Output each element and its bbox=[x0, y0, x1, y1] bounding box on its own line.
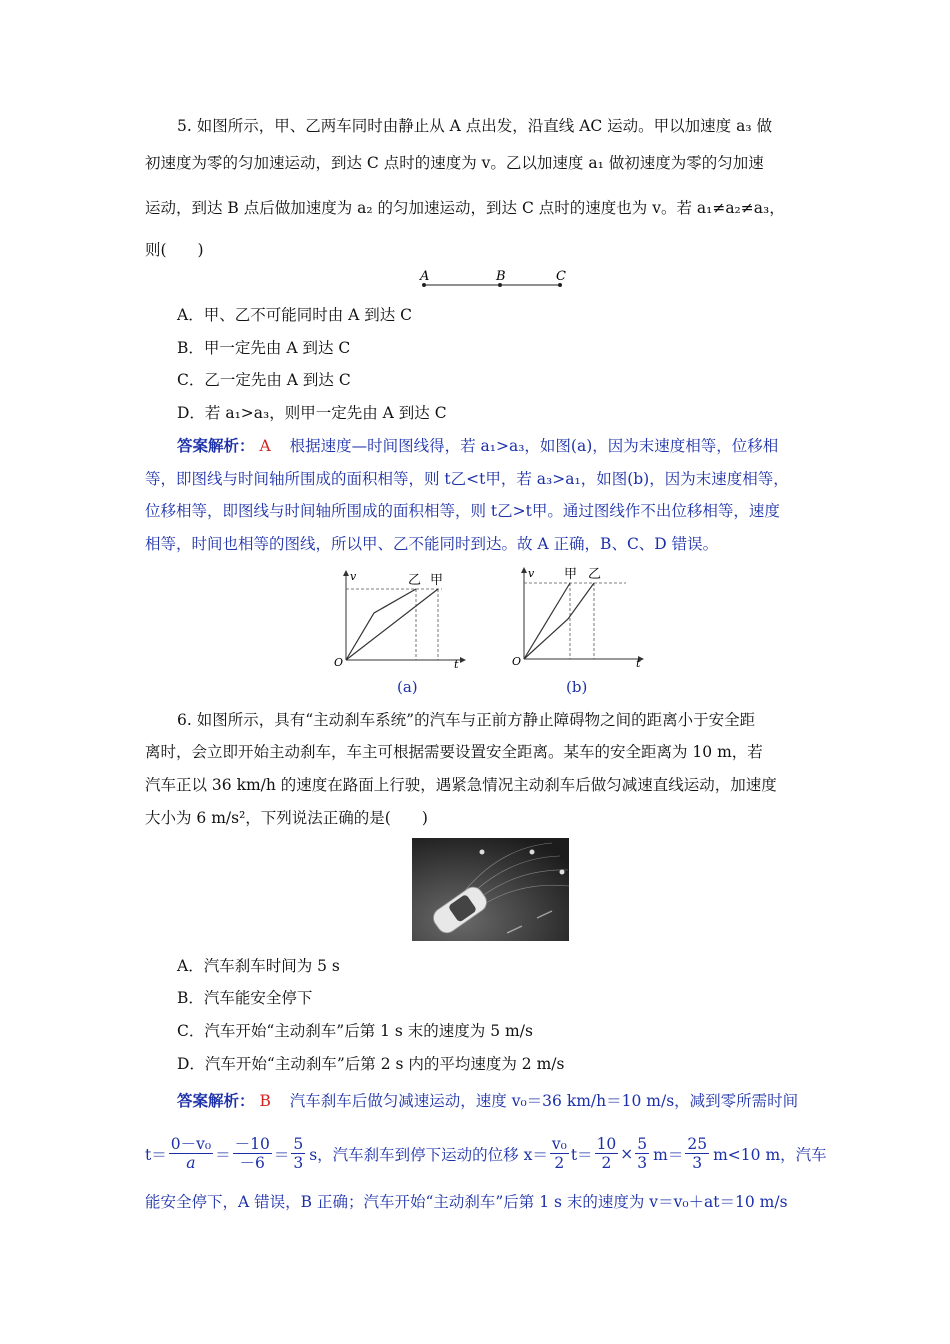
graph-b-label-yi: 乙 bbox=[588, 567, 602, 582]
graph-a-label-jia: 甲 bbox=[430, 573, 444, 588]
q5-line-3: 运动，到达 B 点后做加速度为 a₂ 的匀加速运动，到达 C 点时的速度也为 v。若 a₁≠a₂≠a₃， bbox=[145, 199, 785, 217]
q5-option-b: B．甲一定先由 A 到达 C bbox=[177, 339, 351, 357]
fraction-1: 0－v₀ a bbox=[170, 1135, 212, 1172]
q5-option-d: D．若 a₁>a₃，则甲一定先由 A 到达 C bbox=[177, 404, 447, 422]
graph-b-label-jia: 甲 bbox=[564, 567, 578, 582]
graph-a-t-arrow bbox=[460, 657, 466, 663]
q5-line-1: 5. 如图所示，甲、乙两车同时由静止从 A 点出发，沿直线 AC 运动。甲以加速度 a₃ 做 bbox=[177, 117, 772, 135]
q6-answer-label: 答案解析： bbox=[177, 1091, 255, 1110]
q6-formula-line: t＝ 0－v₀ a ＝ －10 －6 ＝ 5 3 s，汽车刹车到停下运动的位移 x＝ v₀ 2 t＝ $\frac{10}{2}$ × $\frac{5}{3}$ m＝ 25 3 m<10 m，汽车 bbox=[145, 1135, 827, 1172]
q6-line-2: 离时，会立即开始主动刹车，车主可根据需要设置安全距离。某车的安全距离为 10 m，若 bbox=[145, 743, 763, 761]
q6-answer-line-1 bbox=[177, 1089, 798, 1111]
q6-option-a: A．汽车刹车时间为 5 s bbox=[177, 957, 340, 975]
q5-option-c: C．乙一定先由 A 到达 C bbox=[177, 371, 351, 389]
graph-a-label-yi: 乙 bbox=[408, 573, 422, 588]
vt-graph-b bbox=[508, 563, 648, 671]
q6-option-b: B．汽车能安全停下 bbox=[177, 989, 313, 1007]
q5-answer-label: 答案解析： bbox=[177, 436, 255, 455]
q5-line-4: 则( ) bbox=[145, 241, 204, 259]
graph-b-v-label: v bbox=[528, 567, 535, 580]
fraction-6: $\frac{5}{3}$ bbox=[637, 1135, 648, 1172]
q6-option-c: C．汽车开始“主动刹车”后第 1 s 末的速度为 5 m/s bbox=[177, 1022, 533, 1040]
q6-explanation-3: 能安全停下，A 错误，B 正确；汽车开始“主动刹车”后第 1 s 末的速度为 v＝v₀＋at＝10 m/s bbox=[145, 1193, 788, 1211]
point-a-label: A bbox=[420, 269, 430, 284]
graph-b-v-arrow bbox=[521, 567, 527, 573]
point-c-label: C bbox=[556, 269, 566, 284]
graph-a-t-label: t bbox=[454, 658, 459, 671]
fraction-7: 25 3 bbox=[687, 1135, 708, 1172]
q5-line-2: 初速度为零的匀加速运动，到达 C 点时的速度为 v。乙以加速度 a₁ 做初速度为零的匀加速 bbox=[145, 154, 764, 172]
q6-option-d: D．汽车开始“主动刹车”后第 2 s 内的平均速度为 2 m/s bbox=[177, 1055, 565, 1073]
q5-explanation-2: 等，即图线与时间轴所围成的面积相等，则 t乙<t甲，若 a₃>a₁，如图(b)，因为末速度相等， bbox=[145, 470, 789, 488]
q5-explanation-3: 位移相等，即图线与时间轴所围成的面积相等，则 t乙>t甲。通过图线作不出位移相等，速度 bbox=[145, 502, 780, 520]
graph-b-jia-line bbox=[524, 583, 570, 659]
q6-explanation-1: 汽车刹车后做匀减速运动，速度 v₀＝36 km/h＝10 m/s，减到零所需时间 bbox=[289, 1092, 799, 1110]
q6-line-1: 6. 如图所示，具有“主动刹车系统”的汽车与正前方静止障碍物之间的距离小于安全距 bbox=[177, 711, 756, 729]
q6-answer-letter: B bbox=[259, 1092, 271, 1110]
q5-explanation-4: 相等，时间也相等的图线，所以甲、乙不能同时到达。故 A 正确，B、C、D 错误。 bbox=[145, 535, 719, 553]
fraction-2: －10 －6 bbox=[234, 1135, 270, 1172]
q5-answer-letter: A bbox=[259, 437, 271, 455]
q6-line-4: 大小为 6 m/s²，下列说法正确的是( ) bbox=[145, 809, 428, 827]
graph-a-yi-line bbox=[346, 589, 416, 660]
fraction-4: v₀ 2 bbox=[551, 1135, 567, 1172]
q5-explanation-1: 根据速度—时间图线得，若 a₁>a₃，如图(a)，因为末速度相等，位移相 bbox=[289, 437, 779, 455]
graph-b-yi-line bbox=[524, 583, 594, 659]
formula-t-eq: t＝ bbox=[145, 1145, 167, 1164]
point-b-label: B bbox=[496, 269, 506, 284]
q5-answer-line-1 bbox=[177, 434, 778, 456]
graph-b-origin-label: O bbox=[512, 655, 522, 668]
q5-option-a: A．甲、乙不可能同时由 A 到达 C bbox=[177, 306, 413, 324]
q5-abc-line-figure bbox=[410, 266, 570, 296]
graph-b-t-label: t bbox=[636, 657, 641, 670]
graph-a-origin-label: O bbox=[334, 656, 344, 669]
graph-a-v-label: v bbox=[350, 570, 357, 583]
fraction-3: 5 3 bbox=[293, 1135, 304, 1172]
graph-a-caption: (a) bbox=[397, 678, 418, 696]
graph-b-caption: (b) bbox=[566, 678, 588, 696]
car-braking-photo bbox=[412, 838, 569, 941]
q6-line-3: 汽车正以 36 km/h 的速度在路面上行驶，遇紧急情况主动刹车后做匀减速直线运动，加速度 bbox=[145, 776, 777, 794]
fraction-5: $\frac{10}{2}$ bbox=[596, 1135, 617, 1172]
vt-graph-a bbox=[330, 566, 470, 671]
graph-a-v-arrow bbox=[343, 570, 349, 576]
graph-a-jia-line bbox=[346, 589, 438, 660]
